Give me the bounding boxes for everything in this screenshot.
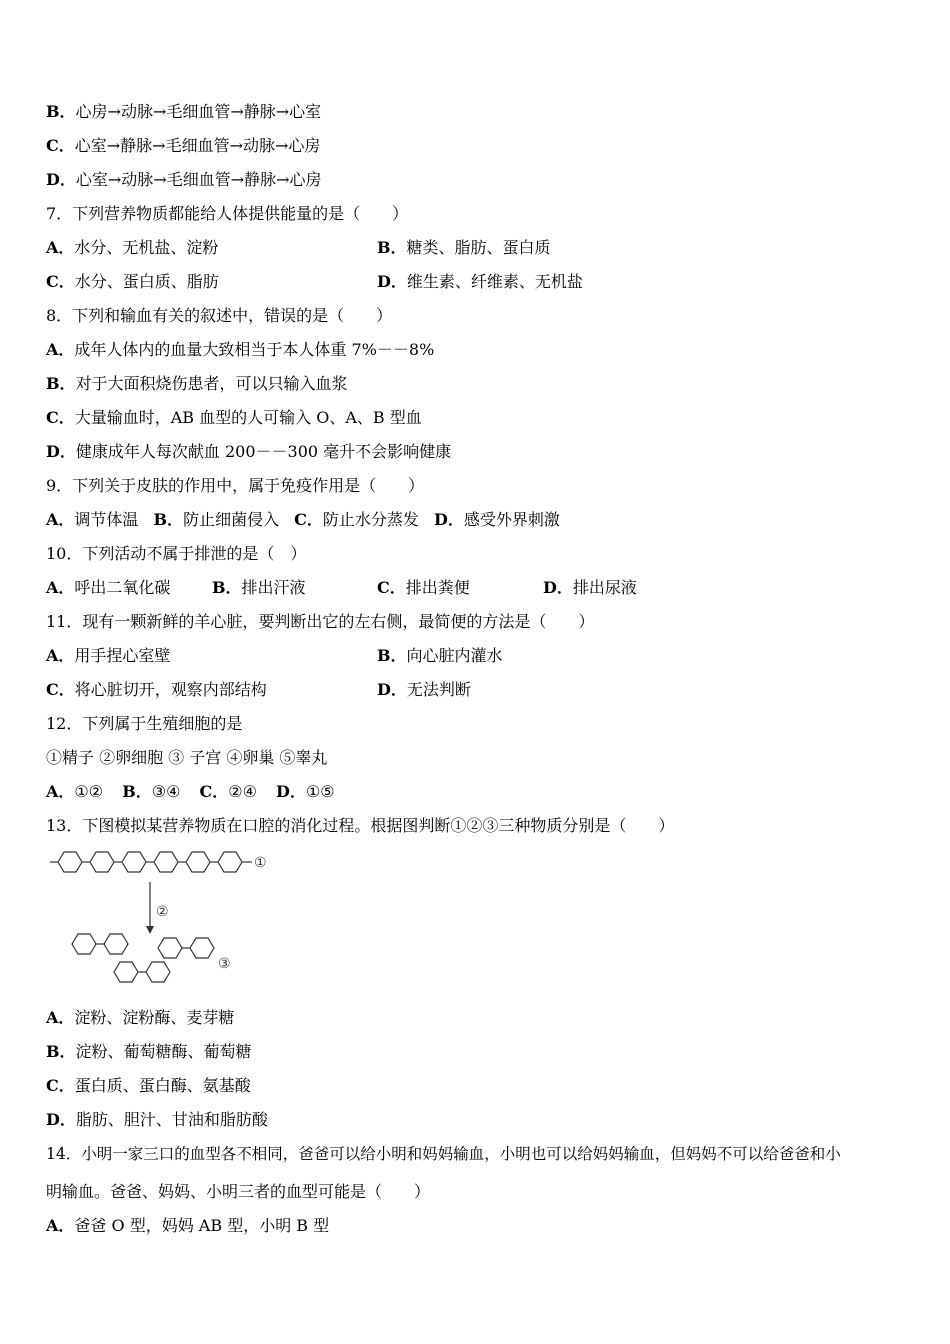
q8-option-d: D．健康成年人每次献血 200－－300 毫升不会影响健康 [46,442,452,461]
q9-stem: 9．下列关于皮肤的作用中，属于免疫作用是（ ） [46,476,425,495]
q13-option-a: A．淀粉、淀粉酶、麦芽糖 [46,1008,235,1027]
q8-option-a: A．成年人体内的血量大致相当于本人体重 7%－－8% [46,340,435,359]
starch-chain [58,852,252,872]
q9-option-c: C．防止水分蒸发 [294,510,419,529]
q11-option-c: C．将心脏切开，观察内部结构 [46,680,267,699]
marker-1: ① [254,855,267,871]
q6-option-b: B．心房→动脉→毛细血管→静脉→心室 [46,102,322,121]
digestion-diagram [46,846,286,996]
q11-stem: 11．现有一颗新鲜的羊心脏，要判断出它的左右侧，最简便的方法是（ ） [46,612,595,631]
q10-stem: 10．下列活动不属于排泄的是（ ） [46,544,307,563]
q12-option-a: A．①② [46,782,104,801]
q11-option-d: D．无法判断 [377,680,471,699]
q9-options [46,510,560,530]
q10-option-a: A．呼出二氧化碳 [46,578,171,597]
q9-option-a: A．调节体温 [46,510,139,529]
q13-option-c: C．蛋白质、蛋白酶、氨基酸 [46,1076,251,1095]
q7-option-a: A．水分、无机盐、淀粉 [46,238,219,257]
q13-option-b: B．淀粉、葡萄糖酶、葡萄糖 [46,1042,252,1061]
q12-options [46,782,335,802]
q7-option-d: D．维生素、纤维素、无机盐 [377,272,583,291]
q12-option-c: C．②④ [199,782,257,801]
q12-option-b: B．③④ [122,782,181,801]
q7-option-b: B．糖类、脂肪、蛋白质 [377,238,551,257]
arrow-head [146,926,154,934]
q9-option-b: B．防止细菌侵入 [153,510,280,529]
q11-option-a: A．用手捏心室壁 [46,646,171,665]
q13-stem: 13．下图模拟某营养物质在口腔的消化过程。根据图判断①②③三种物质分别是（ ） [46,816,675,835]
q14-stem-line1: 14．小明一家三口的血型各不相同，爸爸可以给小明和妈妈输血，小明也可以给妈妈输血，但妈妈不可以给爸爸和小 [46,1145,841,1163]
q10-option-d: D．排出尿液 [543,578,637,597]
q10-option-b: B．排出汗液 [212,578,306,597]
q12-stem: 12．下列属于生殖细胞的是 [46,714,243,733]
q6-option-c: C．心室→静脉→毛细血管→动脉→心房 [46,136,321,155]
q7-stem: 7．下列营养物质都能给人体提供能量的是（ ） [46,204,409,223]
q9-option-d: D．感受外界刺激 [434,510,560,529]
q12-items: ①精子 ②卵细胞 ③ 子宫 ④卵巢 ⑤睾丸 [46,748,328,767]
q14-option-a: A．爸爸 O 型，妈妈 AB 型，小明 B 型 [46,1216,330,1235]
q12-option-d: D．①⑤ [276,782,335,801]
q13-option-d: D．脂肪、胆汁、甘油和脂肪酸 [46,1110,268,1129]
q14-stem-line2: 明输血。爸爸、妈妈、小明三者的血型可能是（ ） [46,1182,431,1201]
q7-option-c: C．水分、蛋白质、脂肪 [46,272,219,291]
q8-stem: 8．下列和输血有关的叙述中，错误的是（ ） [46,306,393,325]
q10-option-c: C．排出粪便 [377,578,470,597]
marker-3: ③ [218,956,231,972]
q8-option-b: B．对于大面积烧伤患者，可以只输入血浆 [46,374,348,393]
q8-option-c: C．大量输血时，AB 血型的人可输入 O、A、B 型血 [46,408,422,427]
q11-option-b: B．向心脏内灌水 [377,646,503,665]
maltose-pairs [72,934,214,982]
q6-option-d: D．心室→动脉→毛细血管→静脉→心房 [46,170,322,189]
marker-2: ② [156,904,169,920]
